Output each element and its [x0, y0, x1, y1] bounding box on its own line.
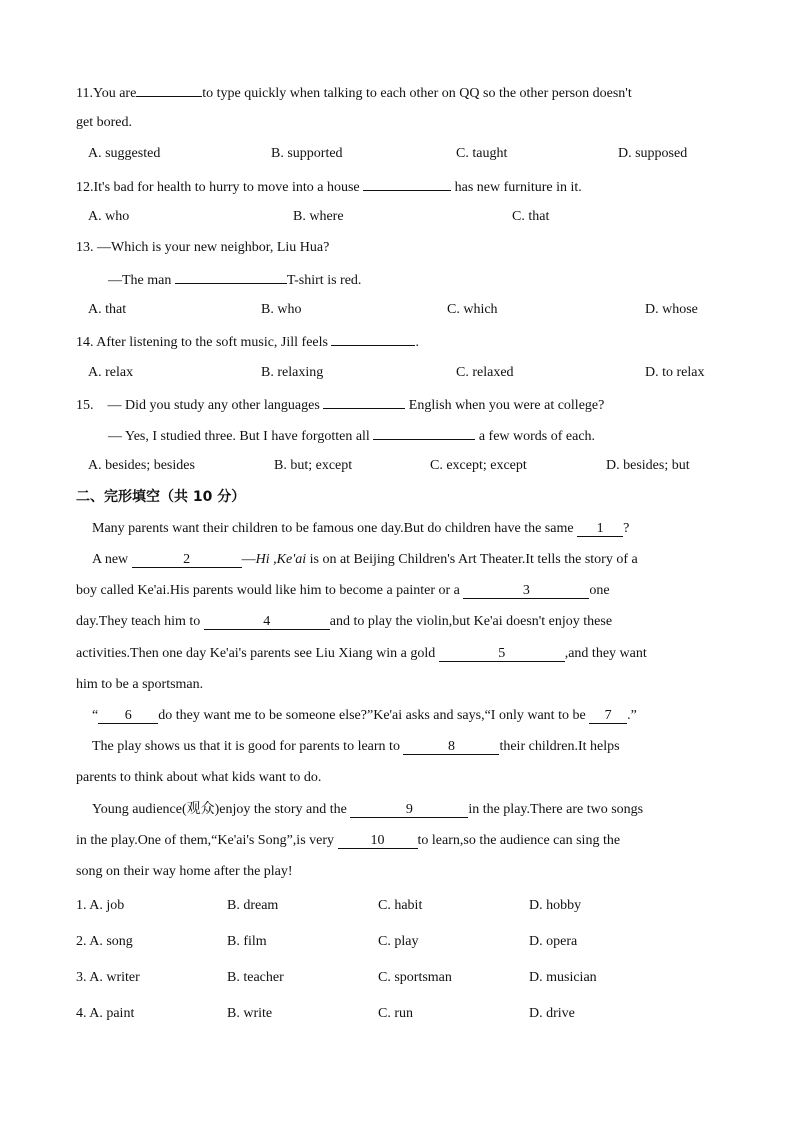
cloze-option: D. opera [529, 934, 578, 949]
cloze-blank: 1 [577, 522, 623, 537]
option: C. that [512, 209, 550, 224]
cloze-option: 1. A. job [76, 898, 125, 913]
option: A. suggested [88, 146, 161, 161]
cloze-blank: 7 [589, 709, 627, 724]
cloze-line: song on their way home after the play! [76, 864, 293, 879]
cloze-blank: 2 [132, 553, 242, 568]
cloze-line: in the play.One of them,“Ke'ai's Song”,is very 10 to learn,so the audience can sing the [76, 833, 621, 848]
question-13-reply: —The man T-shirt is red. [108, 269, 718, 291]
option: B. where [293, 209, 344, 224]
cloze-blank: 8 [403, 740, 499, 755]
cloze-line: The play shows us that it is good for parents to learn to 8 their children.It helps [92, 739, 620, 754]
cloze-option: D. hobby [529, 898, 582, 913]
cloze-option: B. dream [227, 898, 279, 913]
play-title: Hi ,Ke'ai [255, 552, 307, 567]
cloze-blank: 5 [439, 647, 565, 662]
option: B. who [261, 302, 302, 317]
cloze-option: B. film [227, 934, 267, 949]
cloze-option: 3. A. writer [76, 970, 140, 985]
cloze-line: A new 2 —Hi ,Ke'ai is on at Beijing Children's Art Theater.It tells the story of a [92, 552, 638, 567]
option: C. which [447, 302, 498, 317]
cloze-option: C. play [378, 934, 419, 949]
answer-blank [323, 394, 405, 409]
cloze-line: Young audience(观众)enjoy the story and the 9 in the play.There are two songs [92, 802, 644, 817]
answer-blank [373, 425, 475, 440]
option: B. but; except [274, 458, 353, 473]
cloze-line: activities.Then one day Ke'ai's parents see Liu Xiang win a gold 5 ,and they want [76, 646, 647, 661]
cloze-option: 4. A. paint [76, 1006, 135, 1021]
cloze-blank: 4 [204, 615, 330, 630]
question-11-cont: get bored. [76, 115, 132, 130]
cloze-line: boy called Ke'ai.His parents would like him to become a painter or a 3 one [76, 583, 610, 598]
option: D. supposed [618, 146, 688, 161]
option: A. besides; besides [88, 458, 195, 473]
option: C. except; except [430, 458, 527, 473]
option: B. supported [271, 146, 343, 161]
cloze-line: him to be a sportsman. [76, 677, 204, 692]
answer-blank [136, 82, 202, 97]
option: A. who [88, 209, 130, 224]
option: C. relaxed [456, 365, 514, 380]
cloze-option: D. musician [529, 970, 597, 985]
question-14: 14. After listening to the soft music, Jill feels . [76, 331, 718, 353]
answer-blank [331, 331, 415, 346]
cloze-blank: 10 [338, 834, 418, 849]
section-title: 二、完形填空（共 10 分） [76, 489, 246, 505]
cloze-option: C. sportsman [378, 970, 452, 985]
cloze-option: C. habit [378, 898, 423, 913]
answer-blank [363, 176, 451, 191]
cloze-line: “ 6 do they want me to be someone else?”Ke'ai asks and says,“I only want to be 7 .” [92, 708, 637, 723]
option: B. relaxing [261, 365, 324, 380]
option: D. whose [645, 302, 698, 317]
option: A. that [88, 302, 127, 317]
question-12: 12.It's bad for health to hurry to move into a house has new furniture in it. [76, 176, 718, 198]
option: A. relax [88, 365, 134, 380]
cloze-blank: 3 [463, 584, 589, 599]
cloze-line: parents to think about what kids want to do. [76, 770, 322, 785]
answer-blank [175, 269, 287, 284]
option: C. taught [456, 146, 508, 161]
cloze-option: D. drive [529, 1006, 575, 1021]
cloze-option: B. teacher [227, 970, 284, 985]
question-13: 13. —Which is your new neighbor, Liu Hua? [76, 240, 330, 255]
cloze-option: C. run [378, 1006, 413, 1021]
question-15: 15. — Did you study any other languages English when you were at college? [76, 394, 718, 416]
option: D. to relax [645, 365, 705, 380]
cloze-line: day.They teach him to 4 and to play the violin,but Ke'ai doesn't enjoy these [76, 614, 613, 629]
cloze-option: 2. A. song [76, 934, 133, 949]
cloze-blank: 9 [350, 803, 468, 818]
question-11: 11.You are to type quickly when talking to each other on QQ so the other person doesn't [76, 82, 718, 104]
cloze-line: Many parents want their children to be famous one day.But do children have the same 1 ? [92, 521, 630, 536]
option: D. besides; but [606, 458, 690, 473]
cloze-blank: 6 [98, 709, 158, 724]
question-15-reply: — Yes, I studied three. But I have forgotten all a few words of each. [108, 425, 718, 447]
cloze-option: B. write [227, 1006, 273, 1021]
